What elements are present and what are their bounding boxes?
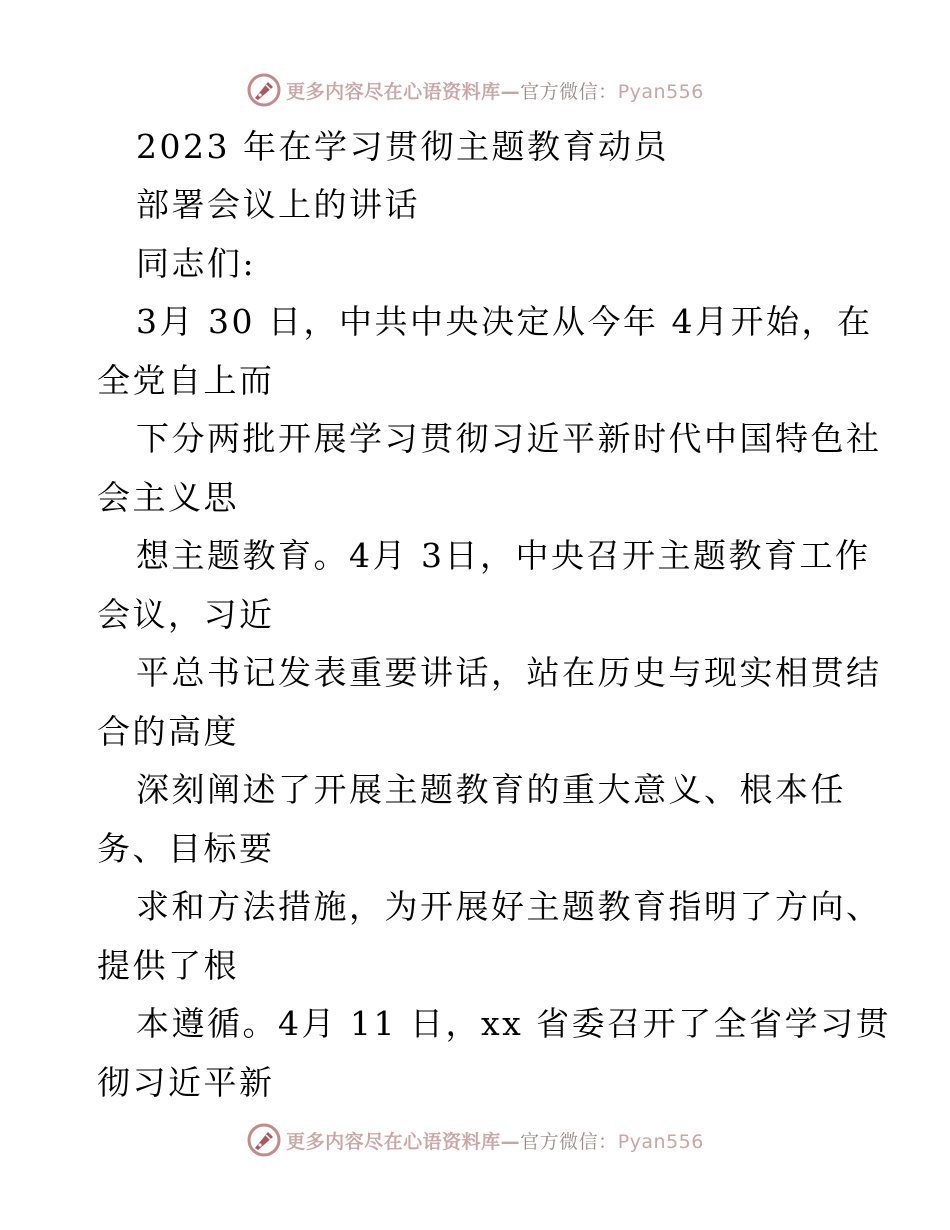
- salutation: 同志们:: [136, 244, 257, 283]
- watermark-separator: —: [500, 1130, 521, 1153]
- watermark-separator: —: [500, 80, 521, 103]
- watermark-account: Pyan556: [617, 1130, 704, 1153]
- paragraph-line: 本遵循。4月 11 日，xx 省委召开了全省学习贯: [136, 1004, 892, 1043]
- pen-nib-circle-icon: [246, 72, 282, 108]
- paragraph-line: 平总书记发表重要讲话，站在历史与现实相贯结: [136, 653, 882, 692]
- paragraph-line: 会议，习近: [97, 595, 275, 634]
- footer-watermark: [0, 1118, 950, 1162]
- paragraph-line: 想主题教育。4月 3日，中央召开主题教育工作: [136, 536, 871, 575]
- paragraph-line: 求和方法措施，为开展好主题教育指明了方向、: [136, 887, 882, 926]
- paragraph-line: 务、目标要: [97, 829, 275, 868]
- pen-nib-circle-icon: [246, 1122, 282, 1158]
- paragraph-line: 会主义思: [97, 478, 239, 517]
- paragraph-line: 3月 30 日，中共中央决定从今年 4月开始，在: [136, 302, 873, 341]
- paragraph-line: 深刻阐述了开展主题教育的重大意义、根本任: [136, 770, 846, 809]
- paragraph-line: 全党自上而: [97, 361, 275, 400]
- document-title-line-2: 部署会议上的讲话: [136, 185, 420, 224]
- header-watermark: [0, 68, 950, 112]
- watermark-account: Pyan556: [617, 80, 704, 103]
- watermark-main-text: 更多内容尽在心语资料库: [286, 1130, 501, 1153]
- paragraph-line: 彻习近平新: [97, 1063, 275, 1102]
- paragraph-line: 合的高度: [97, 712, 239, 751]
- document-title-line-1: 2023 年在学习贯彻主题教育动员: [136, 127, 669, 166]
- watermark-main-text: 更多内容尽在心语资料库: [286, 80, 501, 103]
- watermark-label: 官方微信：: [520, 80, 618, 103]
- watermark-label: 官方微信：: [520, 1130, 618, 1153]
- paragraph-line: 提供了根: [97, 946, 239, 985]
- paragraph-line: 下分两批开展学习贯彻习近平新时代中国特色社: [136, 419, 882, 458]
